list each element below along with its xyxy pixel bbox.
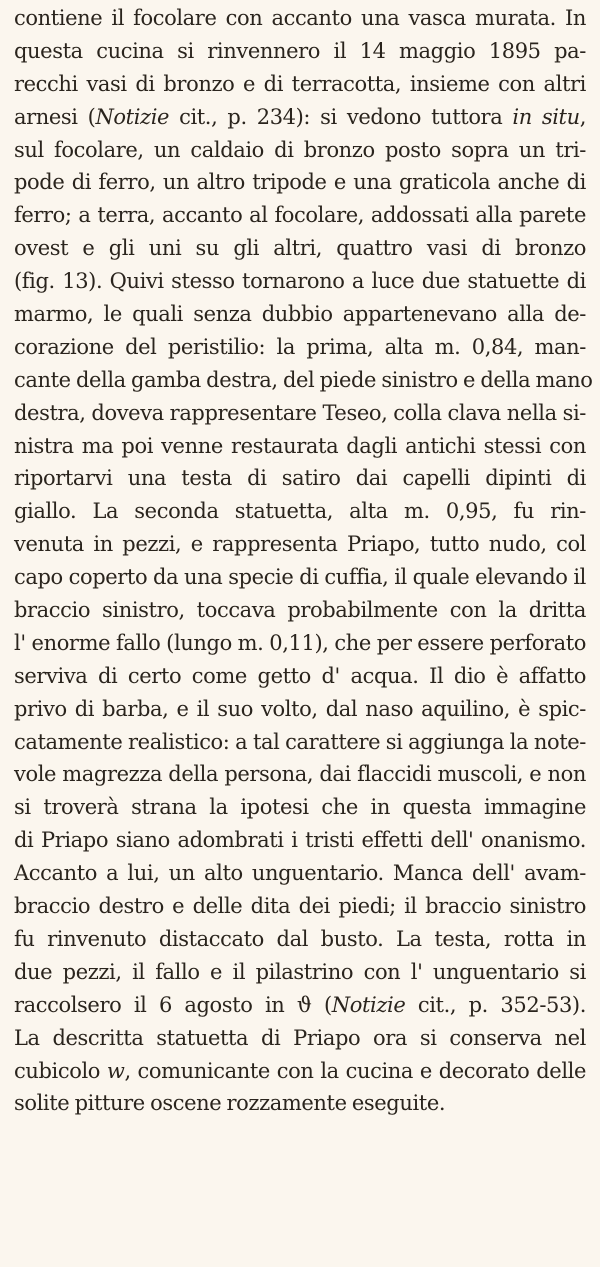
- text-segment: , comunicante con la cucina e decorato delle: [124, 1058, 586, 1083]
- text-segment: pode di ferro, un altro tripode e una graticola anche di: [14, 170, 586, 195]
- text-line: [14, 726, 586, 759]
- text-line: [14, 298, 586, 331]
- text-segment: cit., p. 234): si vedono tuttora: [169, 104, 513, 129]
- text-line: [14, 35, 586, 68]
- text-line: [14, 397, 586, 430]
- text-segment: vole magrezza della persona, dai flaccidi muscoli, e non: [14, 762, 586, 787]
- text-line: [14, 1055, 586, 1088]
- text-segment: raccolsero il 6 agosto in ϑ (: [14, 992, 332, 1017]
- text-line: [14, 166, 586, 199]
- text-segment: ferro; a terra, accanto al focolare, addossati alla parete: [14, 203, 586, 228]
- text-line: [14, 430, 586, 463]
- text-segment: giallo. La seconda statuetta, alta m. 0,95, fu rin-: [14, 499, 586, 524]
- text-segment: marmo, le quali senza dubbio appartenevano alla de-: [14, 302, 586, 327]
- text-segment: riportarvi una testa di satiro dai capelli dipinti di: [14, 466, 586, 491]
- text-segment: ,: [579, 104, 586, 129]
- text-segment: (fig. 13). Quivi stesso tornarono a luce due statuette di: [14, 269, 586, 294]
- text-segment: destra, doveva rappresentare Teseo, colla clava nella si-: [14, 400, 586, 425]
- text-line: [14, 923, 586, 956]
- text-segment: cante della gamba destra, del piede sinistro e della mano: [14, 367, 593, 392]
- text-segment: Accanto a lui, un alto unguentario. Manca dell' avam-: [14, 861, 586, 886]
- text-segment: ovest e gli uni su gli altri, quattro vasi di bronzo: [14, 236, 586, 261]
- text-line: [14, 791, 586, 824]
- text-line: [14, 627, 586, 660]
- text-line: [14, 462, 586, 495]
- text-segment: sul focolare, un caldaio di bronzo posto sopra un tri-: [14, 137, 586, 162]
- text-segment: contiene il focolare con accanto una vasca murata. In: [14, 6, 586, 30]
- text-segment: braccio destro e delle dita dei piedi; il braccio sinistro: [14, 894, 586, 919]
- text-segment: questa cucina si rinvennero il 14 maggio 1895 pa-: [14, 38, 586, 63]
- text-segment: cit., p. 352-53).: [405, 992, 587, 1017]
- text-line: [14, 134, 586, 167]
- text-line: [14, 989, 586, 1022]
- text-segment: si troverà strana la ipotesi che in questa immagine: [14, 795, 586, 820]
- text-segment: serviva di certo come getto d' acqua. Il dio è affatto: [14, 663, 586, 688]
- text-segment: venuta in pezzi, e rappresenta Priapo, tutto nudo, col: [14, 532, 586, 557]
- text-segment: catamente realistico: a tal carattere si aggiunga la note-: [14, 729, 586, 754]
- italic-text: w: [106, 1058, 125, 1083]
- text-line: [14, 68, 586, 101]
- text-line: [14, 101, 586, 134]
- text-segment: braccio sinistro, toccava probabilmente con la dritta: [14, 598, 586, 623]
- text-line: [14, 1087, 586, 1120]
- text-line: [14, 1022, 586, 1055]
- text-line: [14, 660, 586, 693]
- body-text: [14, 2, 593, 1120]
- text-segment: di Priapo siano adombrati i tristi effetti dell' onanismo.: [14, 828, 586, 853]
- text-line: [14, 232, 586, 265]
- text-line: [14, 890, 586, 923]
- text-segment: corazione del peristilio: la prima, alta m. 0,84, man-: [14, 334, 586, 359]
- italic-text: Notizie: [95, 104, 170, 129]
- italic-text: in situ: [512, 104, 580, 129]
- text-segment: arnesi (: [14, 104, 96, 129]
- text-segment: capo coperto da una specie di cuffia, il quale elevando il: [14, 565, 586, 590]
- text-line: [14, 594, 586, 627]
- text-segment: recchi vasi di bronzo e di terracotta, insieme con altri: [14, 71, 586, 96]
- text-line: [14, 956, 586, 989]
- text-segment: fu rinvenuto distaccato dal busto. La testa, rotta in: [14, 926, 586, 951]
- text-segment: solite pitture oscene rozzamente eseguite.: [14, 1091, 446, 1116]
- text-line: [14, 528, 586, 561]
- text-segment: privo di barba, e il suo volto, dal naso aquilino, è spic-: [14, 696, 586, 721]
- text-segment: nistra ma poi venne restaurata dagli antichi stessi con: [14, 433, 586, 458]
- text-line: [14, 758, 586, 791]
- text-line: [14, 265, 586, 298]
- text-segment: cubicolo: [14, 1058, 107, 1083]
- text-segment: due pezzi, il fallo e il pilastrino con l' unguentario si: [14, 959, 586, 984]
- text-line: [14, 857, 586, 890]
- text-line: [14, 331, 586, 364]
- text-line: [14, 2, 586, 35]
- text-segment: La descritta statuetta di Priapo ora si conserva nel: [14, 1025, 586, 1050]
- text-line: [14, 495, 586, 528]
- text-line: [14, 693, 586, 726]
- text-segment: l' enorme fallo (lungo m. 0,11), che per essere perforato: [14, 630, 586, 655]
- text-line: [14, 364, 593, 397]
- italic-text: Notizie: [331, 992, 406, 1017]
- text-line: [14, 824, 586, 857]
- text-line: [14, 561, 586, 594]
- text-line: [14, 199, 586, 232]
